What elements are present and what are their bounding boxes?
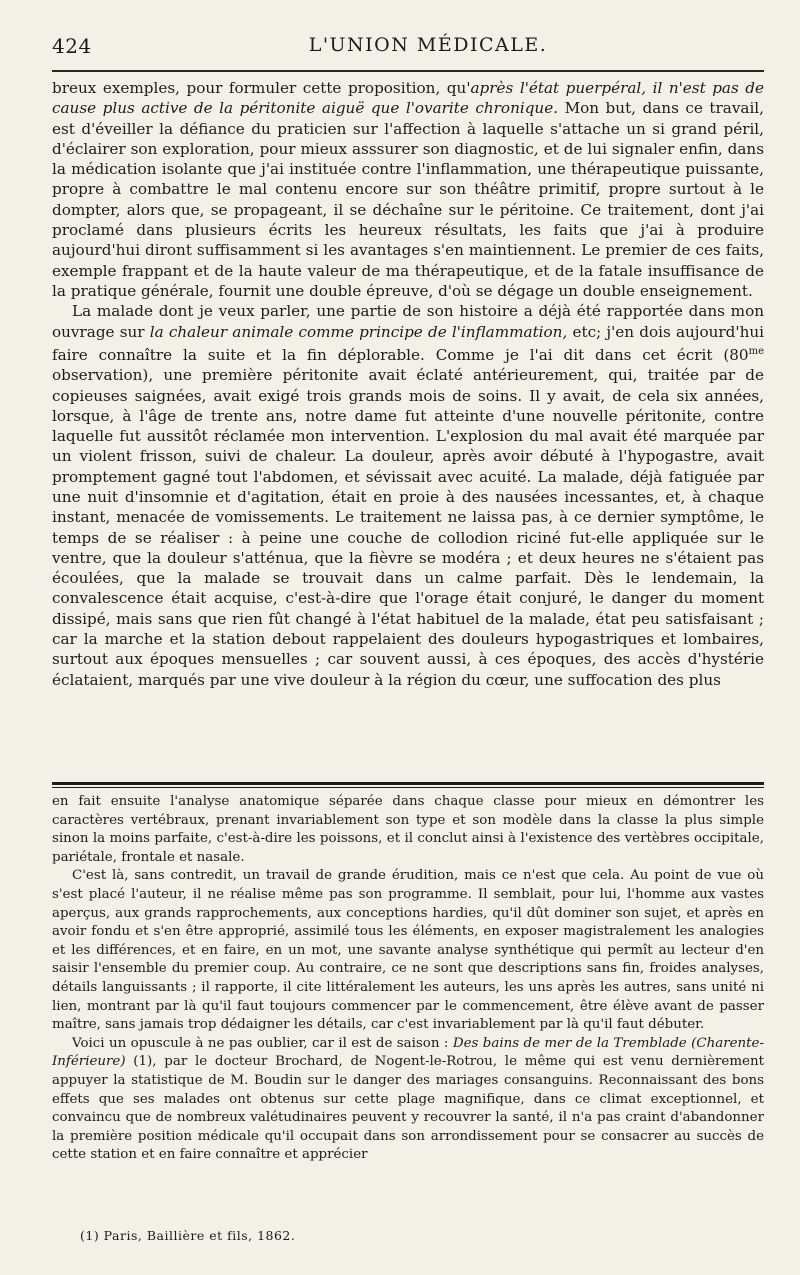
- main-article: [52, 78, 764, 690]
- italic-book-title: Des bains de mer de la Tremblade (Charente-Inférieure): [52, 1035, 764, 1070]
- feuilleton-separator-thick: [52, 782, 764, 785]
- text-run: breux exemples, pour formuler cette proposition, qu': [52, 79, 471, 97]
- running-head: L'UNION MÉDICALE.: [308, 34, 548, 56]
- text-run: (1), par le docteur Brochard, de Nogent-le-Rotrou, le même qui est venu dernièrement appuyer la statistique de M. Boudin sur le danger des mariages consanguins. Reconnaissant des bons effets que ses malades ont obtenus sur cette plage magnifique, dans ce climat exceptionnel, et convaincu que de nombreux valétudinaires peuvent y recouvrer la santé, il n'a pas craint d'abandonner la première position médicale qu'il occupait dans son arrondissement pour se consacrer au succès de cette station et en faire connaître et apprécier: [52, 1054, 764, 1163]
- footnote: (1) Paris, Baillière et fils, 1862.: [80, 1228, 296, 1243]
- italic-book-title: la chaleur animale comme principe de l'inflammation,: [149, 322, 568, 341]
- italic-thesis: après l'état puerpéral, il n'est pas de cause plus active de la péritonite aiguë que l'ovarite chronique.: [52, 79, 764, 118]
- feuilleton-paragraph-3: [52, 1035, 764, 1165]
- main-paragraph-1: [52, 78, 764, 301]
- superscript: me: [748, 345, 764, 357]
- text-run: Voici un opuscule à ne pas oublier, car il est de saison :: [72, 1035, 453, 1051]
- text-run: La malade dont je veux parler, une partie de son histoire a déjà été rapportée dans mon ouvrage sur: [52, 302, 764, 341]
- feuilleton-separator-thin: [52, 787, 764, 788]
- text-run: Mon but, dans ce travail, est d'éveiller la défiance du praticien sur l'affection à laquelle s'attache un si grand péril, d'éclairer son exploration, pour mieux asssurer son diagnostic, et de lui signaler enfin, dans la médication isolante que j'ai instituée contre l'inflammation, une thérapeutique puissante, propre à combattre le mal contenu encore sur son théâtre primitif, propre surtout à le dompter, alors que, se propageant, il se déchaîne sur le péritoine. Ce traitement, dont j'ai proclamé dans plusieurs écrits les heureux résultats, les faits que j'ai à produire aujourd'hui diront suffisamment si les avantages s'en maintiennent. Le premier de ces faits, exemple frappant et de la haute valeur de ma thérapeutique, et de la fatale insuffisance de la pratique générale, fournit une double épreuve, d'où se dégage un double enseignement.: [52, 99, 764, 300]
- feuilleton-section: [52, 793, 764, 1165]
- header-rule: [52, 70, 764, 72]
- text-run: observation), une première péritonite avait éclaté antérieurement, qui, traitée par de copieuses saignées, avait exigé trois grands mois de soins. Il y avait, de cela six années, lorsque, à l'âge de trente ans, notre dame fut atteinte d'une nouvelle péritonite, contre laquelle fut aussitôt réclamée mon intervention. L'explosion du mal avait été marquée par un violent frisson, suivi de chaleur. La douleur, après avoir débuté à l'hypogastre, avait promptement gagné tout l'abdomen, et sévissait avec acuité. La malade, déjà fatiguée par une nuit d'insomnie et d'agitation, était en proie à des nausées incessantes, et, à chaque instant, menacée de vomissements. Le traitement ne laissa pas, à ce dernier symptôme, le temps de se réaliser : à peine une couche de collodion riciné fut-elle appliquée sur le ventre, que la douleur s'atténua, que la fièvre se modéra ; et deux heures ne s'étaient pas écoulées, que la malade se trouvait dans un calme parfait. Dès le lendemain, la convalescence était acquise, c'est-à-dire que l'orage était conjuré, le danger du moment dissipé, mais sans que rien fût changé à l'état habituel de la malade, état peu satisfaisant ; car la marche et la station debout rappelaient des douleurs hypogastriques et lombaires, surtout aux époques mensuelles ; car souvent aussi, à ces époques, des accès d'hystérie éclataient, marqués par une vive douleur à la région du cœur, une suffocation des plus: [52, 366, 764, 689]
- page-header: [52, 30, 764, 64]
- main-paragraph-2: [52, 301, 764, 690]
- text-run: etc; j'en dois aujourd'hui faire connaître la suite et la fin déplorable. Comme je l'ai dit dans cet écrit (80: [52, 322, 764, 364]
- feuilleton-paragraph-1: en fait ensuite l'analyse anatomique séparée dans chaque classe pour mieux en démontrer les caractères vertébraux, prenant invariablement son type et son modèle dans la classe la plus simple sinon la moins parfaite, c'est-à-dire les poissons, et il conclut ainsi à l'existence des vertèbres occipitale, pariétale, frontale et nasale.: [52, 794, 764, 865]
- page-number: 424: [52, 34, 92, 58]
- feuilleton-paragraph-2: C'est là, sans contredit, un travail de grande érudition, mais ce n'est que cela. Au point de vue où s'est placé l'auteur, il ne réalise même pas son programme. Il semblait, pour lui, l'homme aux vastes aperçus, aux grands rapprochements, aux conceptions hardies, qu'il dût dominer son sujet, et après en avoir fondu et s'en être approprié, assimilé tous les éléments, en exposer magistralement les analogies et les différences, et en faire, en un mot, une savante analyse synthétique qui permît au lecteur d'en saisir l'ensemble du premier coup. Au contraire, ce ne sont que descriptions sans fin, froides analyses, détails languissants ; il rapporte, il cite littéralement les auteurs, les uns après les autres, sans unité ni lien, montrant par là qu'il faut toujours commencer par le commencement, être élève avant de passer maître, sans jamais trop dédaigner les détails, car c'est invariablement par là qu'il faut débuter.: [52, 868, 764, 1033]
